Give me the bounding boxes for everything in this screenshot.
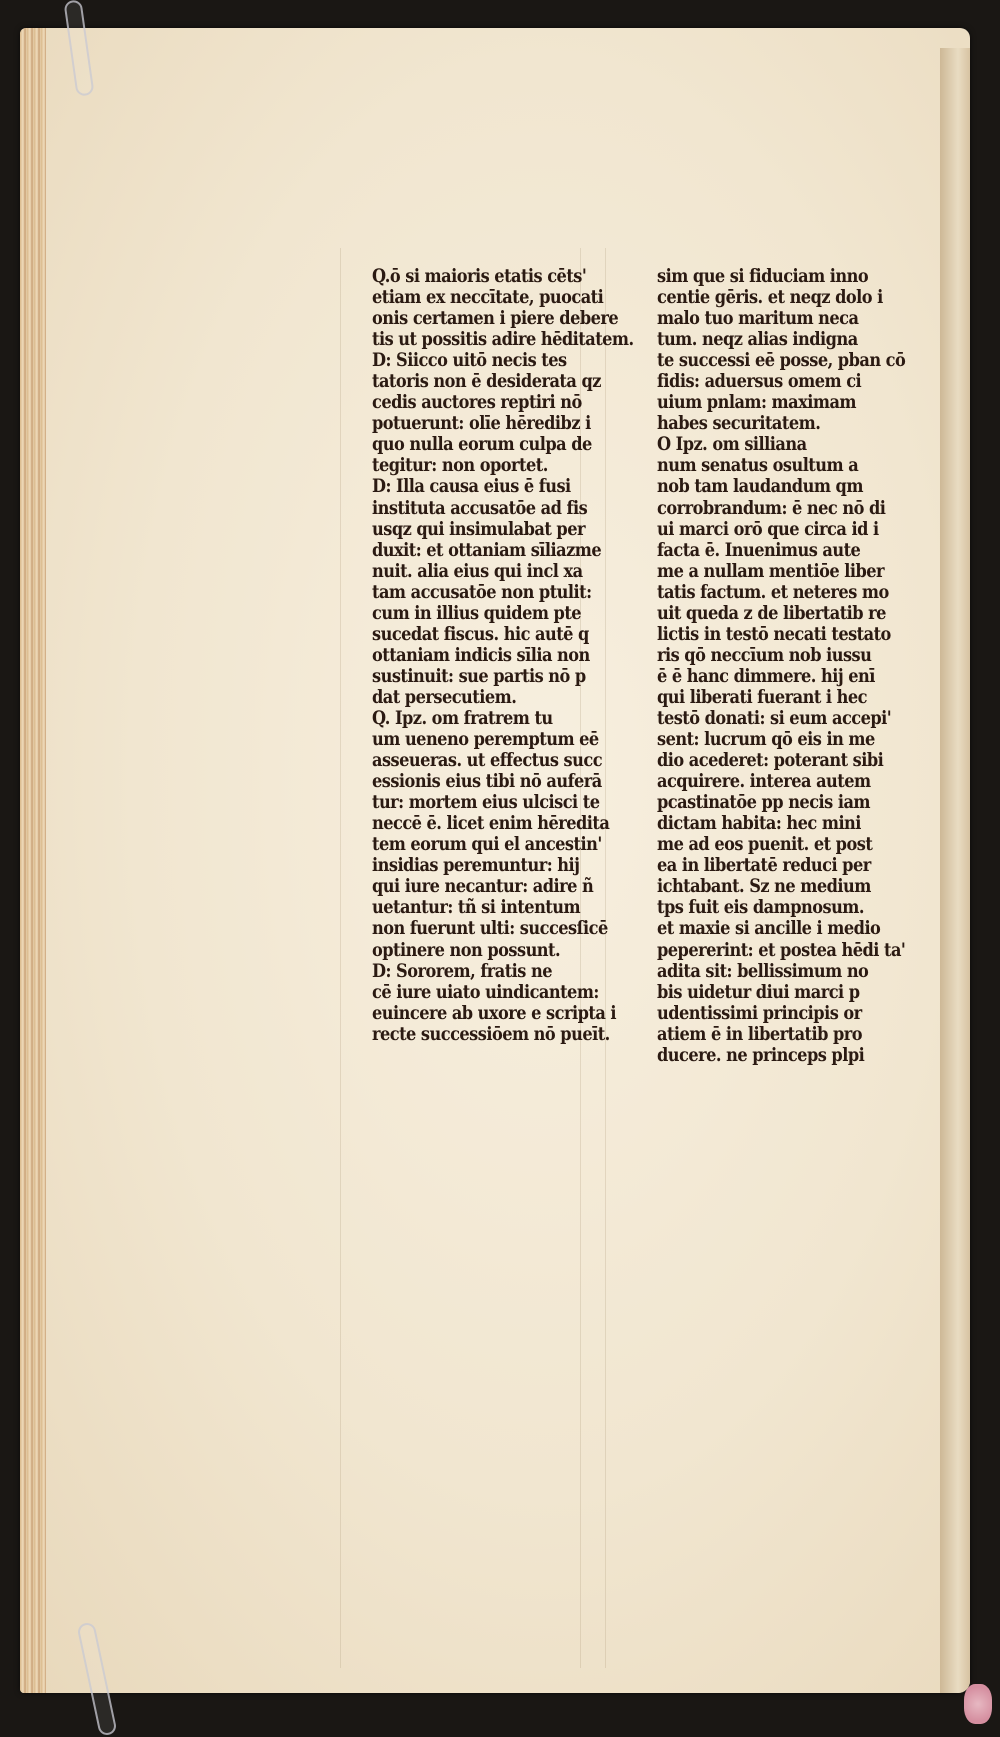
text-line: testō donati: si eum accepi' <box>657 707 892 729</box>
text-line: habes securitatem. <box>657 413 821 435</box>
text-line: D: Sororem, fratis ne <box>372 960 552 982</box>
facing-leaf-edge <box>940 48 970 1693</box>
text-line: recte successiōem nō pueīt. <box>372 1023 610 1045</box>
text-line: euincere ab uxore e scripta i <box>372 1002 617 1024</box>
text-line: dictam habita: hec mini <box>657 813 861 835</box>
text-line: neccē ē. licet enim hēredita <box>372 813 610 835</box>
text-line: centie gēris. et neqz dolo i <box>657 287 883 309</box>
text-line: ē ē hanc dimmere. hij enī <box>657 665 875 687</box>
text-line: optinere non possunt. <box>372 939 561 961</box>
text-line: ea in libertatē reduci per <box>657 855 871 877</box>
text-line: Q.ō si maioris etatis cēts' <box>372 266 587 287</box>
text-line: tatoris non ē desiderata qz <box>372 371 601 393</box>
text-line: pcastinatōe pp necis iam <box>657 792 871 814</box>
text-line: ui marci orō que circa id i <box>657 518 879 540</box>
text-line: malo tuo maritum neca <box>657 308 859 330</box>
text-line: tatis factum. et neteres mo <box>657 581 889 603</box>
ruling-line <box>340 248 341 1668</box>
text-line: essionis eius tibi nō auferā <box>372 771 602 793</box>
text-line: qui iure necantur: adire ñ <box>372 876 594 898</box>
text-line: ducere. ne princeps plpi <box>657 1044 865 1066</box>
text-line: pepererint: et postea hēdi ta' <box>657 939 906 961</box>
text-line: me a nullam mentiōe liber <box>657 560 885 582</box>
text-line: instituta accusatōe ad fis <box>372 497 588 519</box>
text-line: corrobrandum: ē nec nō di <box>657 497 886 519</box>
text-line: quo nulla eorum culpa de <box>372 434 592 456</box>
text-line: ris qō neccīum nob iussu <box>657 644 872 666</box>
text-line: sucedat fiscus. hic autē q <box>372 623 589 645</box>
text-line: adita sit: bellissimum no <box>657 960 869 982</box>
text-line: uium pnlam: maximam <box>657 392 857 414</box>
text-column-right <box>657 266 905 1066</box>
text-line: uetantur: tñ si intentum <box>372 897 581 919</box>
text-line: onis certamen i piere debere <box>372 308 619 330</box>
text-line: sustinuit: sue partis nō p <box>372 665 586 687</box>
text-line: acquirere. interea autem <box>657 771 871 793</box>
page-edges <box>20 28 46 1693</box>
text-line: cē iure uiato uindicantem: <box>372 981 599 1003</box>
text-line: bis uidetur diui marci p <box>657 981 860 1003</box>
text-line: non fuerunt ulti: succesſicē <box>372 918 608 940</box>
text-line: asseueras. ut effectus succ <box>372 750 603 772</box>
text-line: fidis: aduersus omem ci <box>657 371 862 393</box>
text-line: tps fuit eis dampnosum. <box>657 897 865 919</box>
text-line: cum in illius quidem pte <box>372 602 582 624</box>
text-line: tegitur: non oportet. <box>372 455 548 477</box>
text-line: et maxie si ancille i medio <box>657 918 881 940</box>
text-line: num senatus osultum a <box>657 455 859 477</box>
text-line: tam accusatōe non ptulit: <box>372 581 592 603</box>
text-line: me ad eos puenit. et post <box>657 834 873 856</box>
text-line: lictis in testō necati testato <box>657 623 891 645</box>
text-line: nuit. alia eius qui incl xa <box>372 560 583 582</box>
text-line: potuerunt: olīe hēredibz i <box>372 413 591 435</box>
text-line: ichtabant. Sz ne medium <box>657 876 871 898</box>
text-line: dat persecutiem. <box>372 686 517 708</box>
text-line: qui liberati fuerant i hec <box>657 686 867 708</box>
text-line: D: Illa causa eius ē fusi <box>372 476 571 498</box>
text-line: um ueneno peremptum eē <box>372 729 599 751</box>
ribbon-tag <box>964 1684 992 1724</box>
text-line: tis ut possitis adire hēditatem. <box>372 329 634 351</box>
text-line: atiem ē in libertatib pro <box>657 1023 863 1045</box>
text-line: dio acederet: poterant sibi <box>657 750 884 772</box>
text-line: udentissimi principis or <box>657 1002 862 1024</box>
text-line: ottaniam indicis sīlia non <box>372 644 590 666</box>
text-line: duxit: et ottaniam sīliazme <box>372 539 602 561</box>
text-line: facta ē. Inuenimus aute <box>657 539 861 561</box>
text-line: nob tam laudandum qm <box>657 476 863 498</box>
text-line: uit queda z de libertatib re <box>657 602 886 624</box>
text-line: etiam ex neccītate, puocati <box>372 287 604 309</box>
text-line: sim que si fiduciam inno <box>657 266 869 287</box>
text-line: Q. Ipz. om fratrem tu <box>372 707 553 729</box>
text-line: usqz qui insimulabat per <box>372 518 585 540</box>
text-line: O Ipz. om silliana <box>657 434 807 456</box>
text-line: tur: mortem eius ulcisci te <box>372 792 600 814</box>
manuscript-folio <box>20 28 970 1693</box>
text-column-left <box>372 266 634 1045</box>
text-line: cedis auctores reptiri nō <box>372 392 582 414</box>
text-line: insidias peremuntur: hij <box>372 855 580 877</box>
text-line: sent: lucrum qō eis in me <box>657 729 875 751</box>
text-line: tem eorum qui el ancestin' <box>372 834 602 856</box>
text-line: tum. neqz alias indigna <box>657 329 858 351</box>
text-line: te successi eē posse, pban cō <box>657 350 906 372</box>
text-line: D: Siicco uitō necis tes <box>372 350 567 372</box>
